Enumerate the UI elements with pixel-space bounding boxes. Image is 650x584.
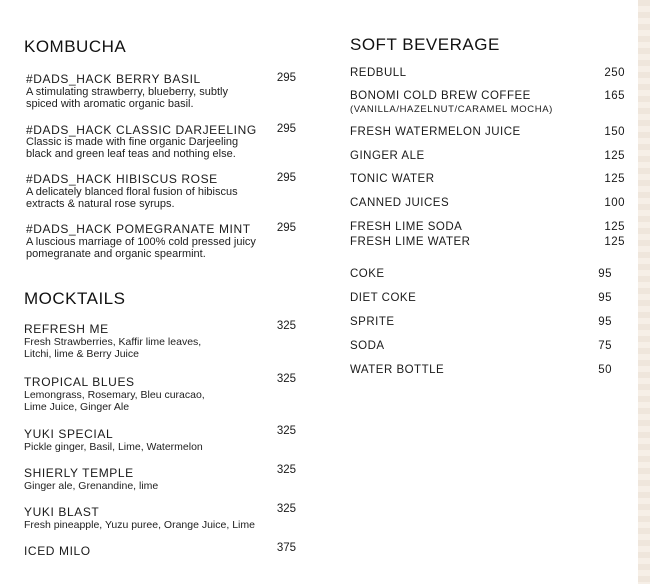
item-description: Fresh Strawberries, Kaffir lime leaves, bbox=[24, 336, 202, 348]
item-price: 95 bbox=[598, 292, 612, 304]
item-name: CANNED JUICES bbox=[350, 197, 450, 209]
item-price: 295 bbox=[276, 222, 296, 234]
item-description: Pickle ginger, Basil, Lime, Watermelon bbox=[24, 441, 203, 453]
item-name: COKE bbox=[350, 268, 385, 280]
item-price: 325 bbox=[276, 320, 296, 332]
item-price: 125 bbox=[604, 221, 625, 233]
item-price: 95 bbox=[598, 268, 612, 280]
soft-beverage-title: SOFT BEVERAGE bbox=[350, 35, 500, 54]
item-name: #DADS_HACK POMEGRANATE MINT bbox=[26, 222, 251, 236]
item-price: 100 bbox=[604, 197, 625, 209]
item-name: SPRITE bbox=[350, 316, 395, 328]
item-name: REDBULL bbox=[350, 67, 407, 79]
item-name: BONOMI COLD BREW COFFEE bbox=[350, 90, 531, 102]
item-description: Lemongrass, Rosemary, Bleu curacao, bbox=[24, 389, 205, 401]
menu-item bbox=[24, 375, 296, 413]
item-description: Lime Juice, Ginger Ale bbox=[24, 401, 130, 413]
item-name: WATER BOTTLE bbox=[350, 364, 445, 376]
item-price: 295 bbox=[276, 123, 296, 135]
decorative-edge bbox=[638, 0, 650, 584]
item-name: SODA bbox=[350, 340, 385, 352]
item-name: FRESH LIME WATER bbox=[350, 236, 471, 248]
item-description: pomegranate and organic spearmint. bbox=[26, 248, 206, 260]
item-price: 125 bbox=[604, 173, 625, 185]
item-price: 375 bbox=[276, 542, 296, 554]
item-price: 325 bbox=[276, 464, 296, 476]
item-name: YUKI SPECIAL bbox=[24, 427, 114, 441]
item-name: DIET COKE bbox=[350, 292, 417, 304]
item-name: #DADS_HACK CLASSIC DARJEELING bbox=[26, 123, 257, 137]
menu-item bbox=[24, 466, 296, 492]
item-price: 295 bbox=[276, 72, 296, 84]
item-name: ICED MILO bbox=[24, 544, 91, 558]
item-name: FRESH LIME SODA bbox=[350, 221, 463, 233]
kombucha-title: KOMBUCHA bbox=[24, 37, 127, 56]
item-description: Ginger ale, Grenandine, lime bbox=[24, 480, 159, 492]
item-subtitle: (VANILLA/HAZELNUT/CARAMEL MOCHA) bbox=[350, 104, 553, 115]
item-name: #DADS_HACK HIBISCUS ROSE bbox=[26, 172, 218, 186]
item-price: 325 bbox=[276, 425, 296, 437]
item-name: YUKI BLAST bbox=[24, 505, 100, 519]
menu-item bbox=[26, 222, 306, 260]
item-description: A delicately blanced floral fusion of hibiscus bbox=[26, 186, 238, 198]
item-price: 95 bbox=[598, 316, 612, 328]
item-description: extracts & natural rose syrups. bbox=[26, 198, 175, 210]
mocktails-title: MOCKTAILS bbox=[24, 289, 126, 308]
menu-item bbox=[24, 322, 296, 360]
item-description: spiced with aromatic organic basil. bbox=[26, 98, 194, 110]
menu-item bbox=[26, 172, 296, 210]
item-name: FRESH WATERMELON JUICE bbox=[350, 126, 521, 138]
menu-item bbox=[24, 505, 296, 531]
menu-item bbox=[24, 544, 296, 558]
item-description: Classic is made with fine organic Darjeeling bbox=[26, 136, 239, 148]
item-price: 50 bbox=[598, 364, 612, 376]
item-name: TROPICAL BLUES bbox=[24, 375, 135, 389]
menu-item bbox=[26, 123, 296, 160]
item-name: TONIC WATER bbox=[350, 173, 435, 185]
item-description: A luscious marriage of 100% cold pressed juicy bbox=[26, 236, 256, 248]
item-price: 295 bbox=[276, 172, 296, 184]
item-price: 75 bbox=[598, 340, 612, 352]
item-description: Litchi, lime & Berry Juice bbox=[24, 348, 139, 360]
item-description: A stimulating strawberry, blueberry, subtly bbox=[26, 86, 228, 98]
menu-item bbox=[24, 427, 296, 453]
item-price: 125 bbox=[604, 150, 625, 162]
item-price: 125 bbox=[604, 236, 625, 248]
item-name: SHIERLY TEMPLE bbox=[24, 466, 134, 480]
item-price: 325 bbox=[276, 503, 296, 515]
menu-item-clipped bbox=[350, 236, 625, 255]
item-description: black and green leaf teas and nothing else. bbox=[26, 148, 236, 160]
item-name: #DADS_HACK BERRY BASIL bbox=[26, 72, 201, 86]
item-price: 165 bbox=[604, 90, 625, 102]
menu-item bbox=[26, 72, 296, 110]
item-name: REFRESH ME bbox=[24, 322, 109, 336]
item-name: GINGER ALE bbox=[350, 150, 425, 162]
item-price: 325 bbox=[276, 373, 296, 385]
item-price: 250 bbox=[604, 67, 625, 79]
item-price: 150 bbox=[604, 126, 625, 138]
item-description: Fresh pineapple, Yuzu puree, Orange Juice, Lime bbox=[24, 519, 255, 531]
